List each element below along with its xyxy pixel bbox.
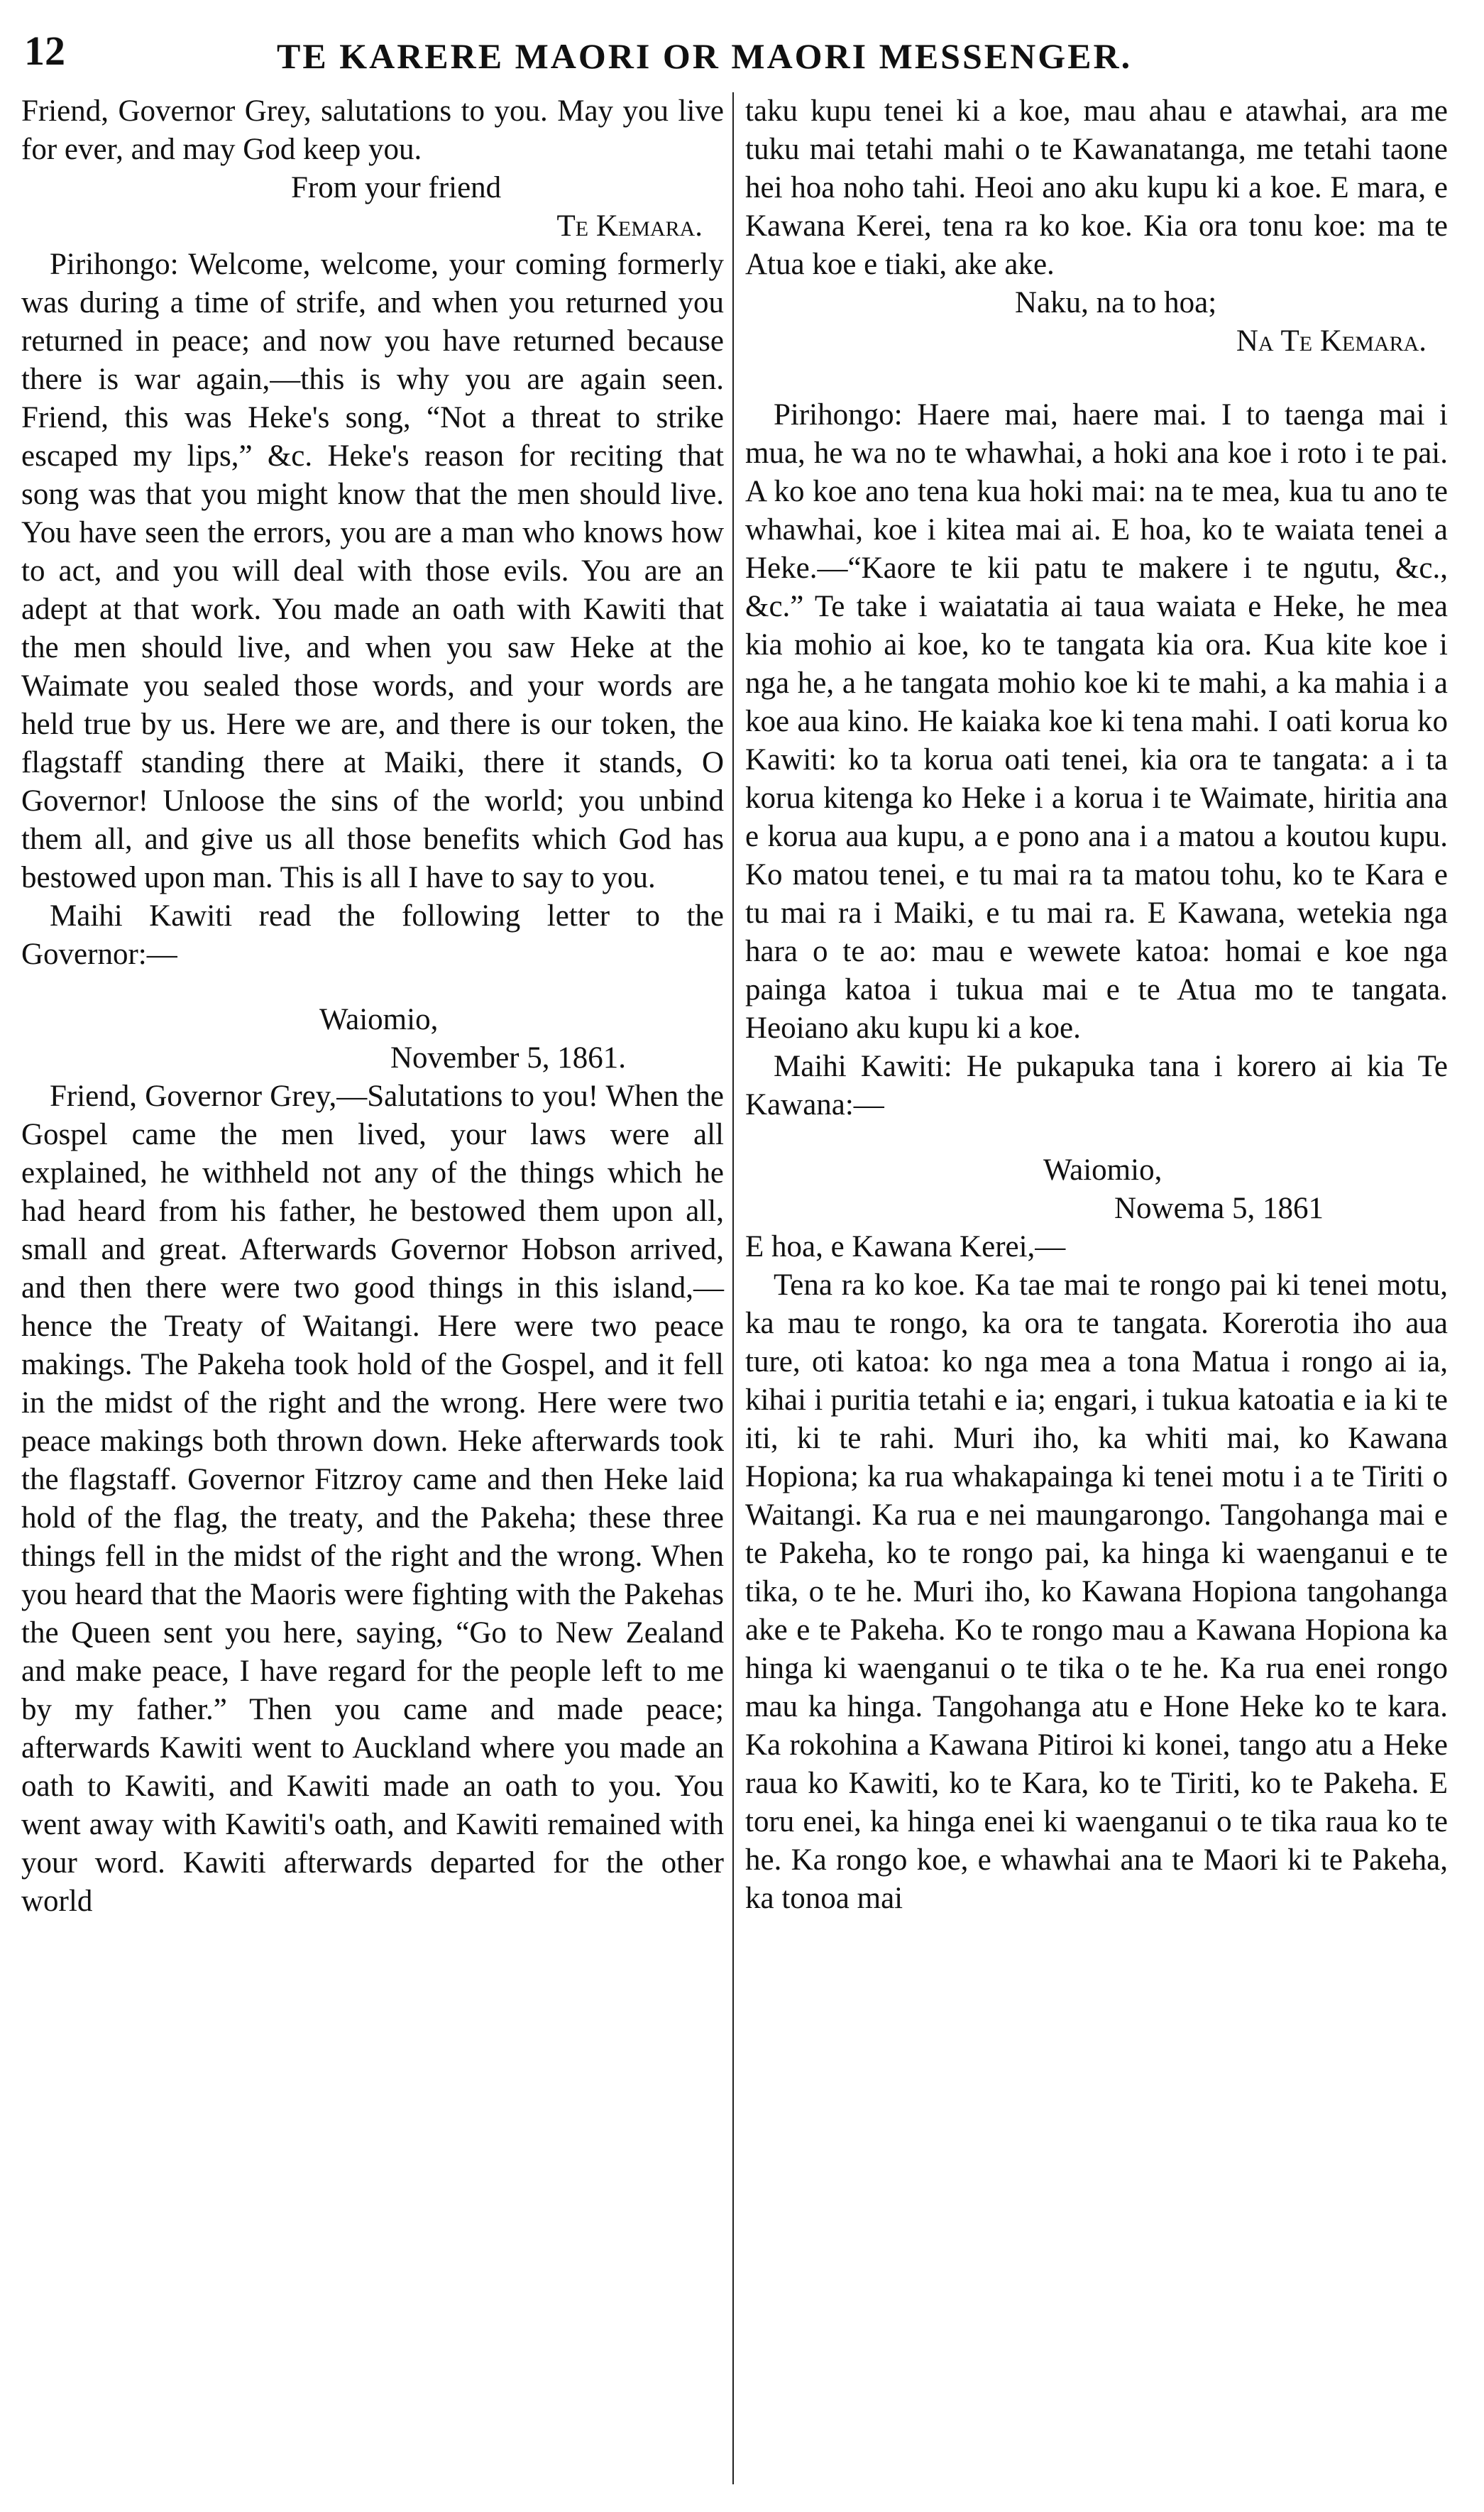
- page-number: 12: [24, 28, 65, 74]
- pirihongo-speech-english: Pirihongo: Welcome, welcome, your coming formerly was during a time of strife, and when you returned you returned in peace; and now you have returned because there is war again,—this is why you are again seen. Friend, this was Heke's song, “Not a threat to strike escaped my lips,” &c. Heke's reason for reciting that song was that you might know that the men should live. You have seen the errors, you are a man who knows how to act, and you will deal with those evils. You are an adept at that work. You made an oath with Kawiti that the men should live, and when you saw Heke at the Waimate you sealed those words, and your words are held true by us. Here we are, and there is our token, the flagstaff standing there at Maiki, there it stands, O Governor! Unloose the sins of the world; you unbind them all, and give us all those benefits which God has bestowed upon man. This is all I have to say to you.: [21, 248, 724, 894]
- english-column: [21, 92, 724, 1921]
- letter-date-english: November 5, 1861.: [390, 1041, 626, 1075]
- pirihongo-speech-maori: Pirihongo: Haere mai, haere mai. I to taenga mai i mua, he wa no te whawhai, a hoki ana koe i roto i te pai. A ko koe ano tena kua hoki mai: na te mea, kua tu ano te whawhai, koe i kitea mai ai. E hoa, ko te waiata tenei a Heke.—“Kaore te kii patu te makere i te ngutu, &c., &c.” Te take i waiatatia ai taua waiata e Heke, he mea kia mohio ai koe, ko te tangata kia ora. Kua kite koe i nga he, a he tangata mohio koe ki te mahi, a ka mahia i a koe aua kino. He kaiaka koe ki tena mahi. I oati korua ko Kawiti: ko ta korua oati tenei, kia ora te tangata: a i ta korua kitenga ko Heke i a korua i te Waimate, hiritia ana e korua aua kupu, a e pono ana i a matou a koutou kupu. Ko matou tenei, e tu mai ra ta matou tohu, ko te Kara e tu mai ra i Maiki, e tu mai ra. E Kawana, wetekia nga hara o te ao: mau e wewete katoa: homai e koe nga painga katoa i tukua mai e te Atua mo te tangata. Heoiano aku kupu ki a koe.: [745, 398, 1448, 1045]
- kawiti-letter-english: Friend, Governor Grey,—Salutations to you! When the Gospel came the men lived, your laws were all explained, he withheld not any of the things which he had heard from his father, he bestowed them upon all, small and great. Afterwards Governor Hobson arrived, and then there were two good things in this island,—hence the Treaty of Waitangi. Here were two peace makings. The Pakeha took hold of the Gospel, and it fell in the midst of the right and the wrong. Here were two peace makings both thrown down. Heke afterwards took the flagstaff. Governor Fitzroy came and then Heke laid hold of the flag, the treaty, and the Pakeha; these three things fell in the midst of the right and the wrong. When you heard that the Maoris were fighting with the Pakehas the Queen sent you here, saying, “Go to New Zealand and make peace, I have regard for the people left to me by my father.” Then you came and made peace; afterwards Kawiti went to Auckland where you made an oath to Kawiti, and Kawiti made an oath to you. You went away with Kawiti's oath, and Kawiti remained with your word. Kawiti afterwards departed for the other world: [21, 1080, 724, 1918]
- letter-place-maori: Waiomio,: [1043, 1153, 1163, 1187]
- signature-from-maori: Naku, na to hoa;: [1015, 286, 1217, 319]
- letter-place-english: Waiomio,: [319, 1003, 439, 1036]
- column-divider: [732, 92, 734, 2484]
- letter-intro-maori: Maihi Kawiti: He pukapuka tana i korero ai kia Te Kawana:—: [745, 1050, 1448, 1121]
- two-column-body: [21, 92, 1456, 2499]
- signature-name-english: Te Kemara.: [556, 209, 703, 243]
- letter-salutation-maori: E hoa, e Kawana Kerei,—: [745, 1230, 1066, 1263]
- letter-closing-english: Friend, Governor Grey, salutations to you. May you live for ever, and may God keep you.: [21, 94, 724, 166]
- kawiti-letter-maori: Tena ra ko koe. Ka tae mai te rongo pai ki tenei motu, ka mau te rongo, ka ora te tangata. Korerotia iho aua ture, oti katoa: ko nga mea a tona Matua i rongo ai ia, kihai i puritia tetahi e ia; engari, i tukua katoatia e ia ki te iti, ki te rahi. Muri iho, ka whiti mai, ko Kawana Hopiona; ka rua whakapainga ki tenei motu i a te Tiriti o Waitangi. Ka rua e nei maungarongo. Tangohanga mai e te Pakeha, ko te rongo pai, ka hinga ki waenganui e te tika, o te he. Muri iho, ko Kawana Hopiona tangohanga ake e te Pakeha. Ko te rongo mau a Kawana Hopiona ka hinga ki waenganui o te tika o te he. Ka rua enei rongo mau ka hinga. Tangohanga atu e Hone Heke ko te kara. Ka rokohina a Kawana Pitiroi ki konei, tango atu a Heke raua ko Kawiti, ko te Kara, ko te Tiriti, ko te Pakeha. E toru enei, ka hinga enei ki waenganui o te tika raua ko te he. Ka rongo koe, e whawhai ana te Maori ki te Pakeha, ka tonoa mai: [745, 1268, 1448, 1915]
- signature-from-english: From your friend: [291, 171, 502, 204]
- letter-date-maori: Nowema 5, 1861: [1114, 1192, 1324, 1225]
- maori-column: [745, 92, 1448, 1918]
- page-header: [21, 21, 1456, 92]
- signature-name-maori: Na Te Kemara.: [1236, 324, 1427, 358]
- letter-closing-maori: taku kupu tenei ki a koe, mau ahau e atawhai, ara me tuku mai tetahi mahi o te Kawanatanga, me tetahi taone hei hoa noho tahi. Heoi ano aku kupu ki a koe. E mara, e Kawana Kerei, tena ra ko koe. Kia ora tonu koe: ma te Atua koe e tiaki, ake ake.: [745, 94, 1448, 281]
- running-title: TE KARERE MAORI OR MAORI MESSENGER.: [277, 36, 1133, 76]
- letter-intro-english: Maihi Kawiti read the following letter to the Governor:—: [21, 899, 724, 971]
